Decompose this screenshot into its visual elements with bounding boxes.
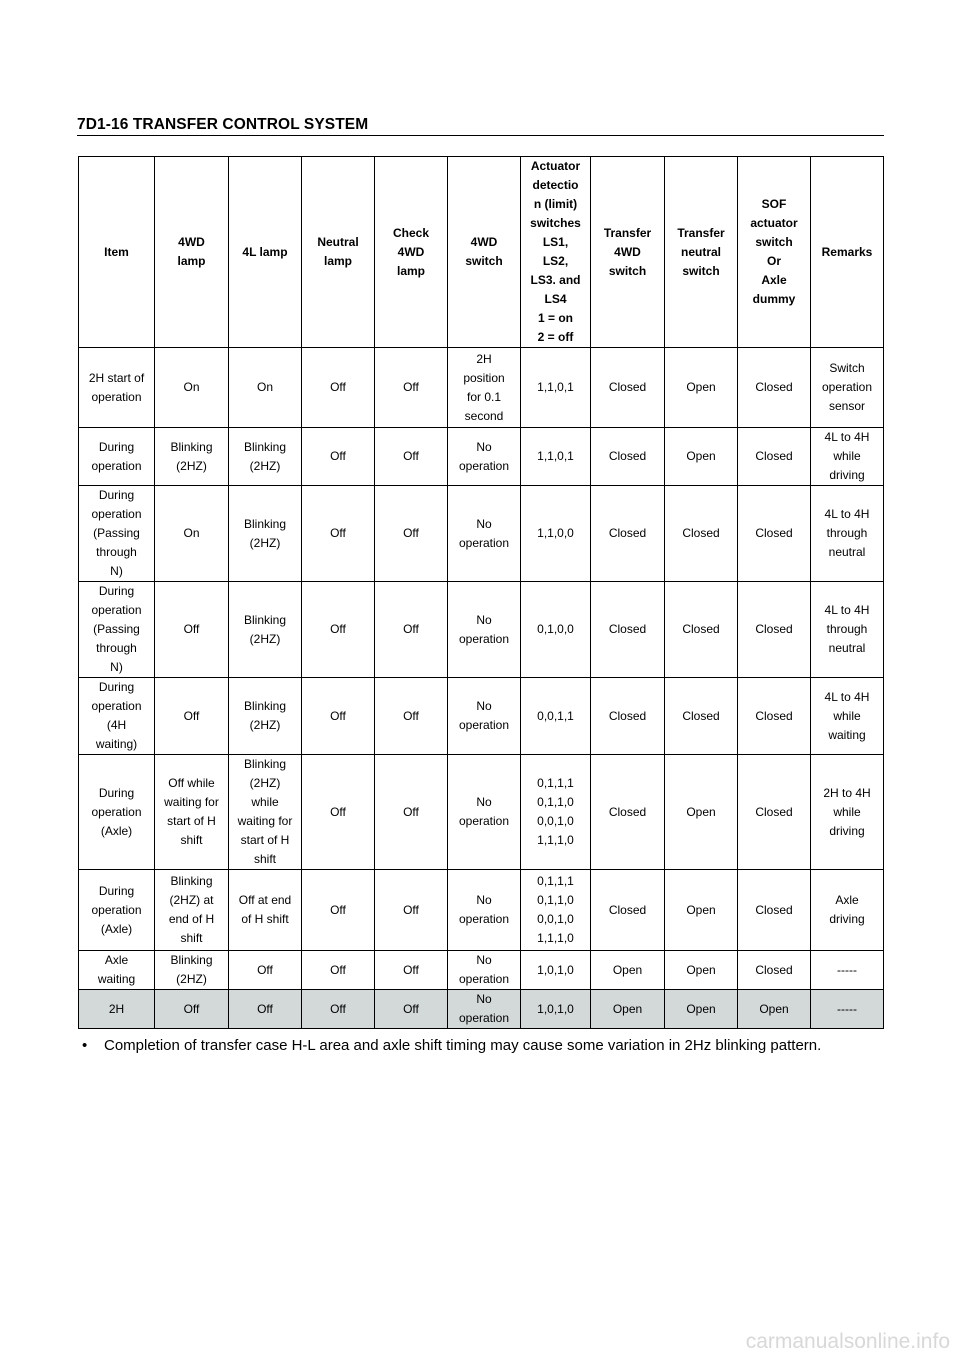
column-header: 4L lamp: [229, 157, 302, 348]
table-cell: Off: [375, 755, 448, 870]
table-cell: During operation (Passing through N): [79, 582, 155, 678]
table-row: [79, 428, 884, 486]
table-cell: No operation: [448, 582, 521, 678]
table-cell: Blinking (2HZ): [155, 428, 229, 486]
table-cell: -----: [811, 990, 884, 1029]
table-cell: Closed: [738, 951, 811, 990]
footnote-text: Completion of transfer case H-L area and axle shift timing may cause some variation in 2Hz blinking pattern.: [104, 1037, 822, 1054]
table-cell: 1,0,1,0: [521, 951, 591, 990]
table-cell: Open: [665, 348, 738, 428]
table-cell: Off: [155, 990, 229, 1029]
table-cell: Off: [302, 990, 375, 1029]
table-cell: 0,0,1,1: [521, 678, 591, 755]
table-cell: Closed: [591, 486, 665, 582]
table-cell: Off: [302, 870, 375, 951]
page-title: 7D1-16 TRANSFER CONTROL SYSTEM: [77, 116, 369, 133]
table-cell: Closed: [738, 755, 811, 870]
table-cell: Off: [302, 486, 375, 582]
table-cell: 1,0,1,0: [521, 990, 591, 1029]
watermark: carmanualsonline.info: [745, 1330, 950, 1353]
table-cell: Off: [302, 755, 375, 870]
table-cell: Closed: [665, 678, 738, 755]
table-cell: 0,1,0,0: [521, 582, 591, 678]
bullet-icon: •: [82, 1037, 88, 1054]
table-cell: Closed: [591, 755, 665, 870]
table-cell: Off: [302, 428, 375, 486]
table-cell: Closed: [665, 582, 738, 678]
table-cell: Closed: [738, 582, 811, 678]
table-cell: 0,1,1,1 0,1,1,0 0,0,1,0 1,1,1,0: [521, 755, 591, 870]
table-cell: Closed: [738, 678, 811, 755]
table-cell: Off: [375, 678, 448, 755]
column-header: Check 4WD lamp: [375, 157, 448, 348]
column-header: SOF actuator switch Or Axle dummy: [738, 157, 811, 348]
table-cell: 1,1,0,0: [521, 486, 591, 582]
table-cell: Off: [375, 486, 448, 582]
column-header: Transfer neutral switch: [665, 157, 738, 348]
table-cell: Closed: [591, 428, 665, 486]
table-cell: Off: [375, 870, 448, 951]
table-cell: During operation (Axle): [79, 755, 155, 870]
table-cell: Off: [155, 678, 229, 755]
table-cell: Off while waiting for start of H shift: [155, 755, 229, 870]
table-cell: Off: [302, 678, 375, 755]
table-cell: 4L to 4H through neutral: [811, 486, 884, 582]
table-cell: Blinking (2HZ): [155, 951, 229, 990]
table-cell: Off: [302, 348, 375, 428]
table-cell: Off: [375, 951, 448, 990]
table-cell: Off: [375, 348, 448, 428]
table-cell: Axle driving: [811, 870, 884, 951]
table-cell: Switch operation sensor: [811, 348, 884, 428]
table-row: [79, 755, 884, 870]
table-cell: 2H to 4H while driving: [811, 755, 884, 870]
table-cell: 4L to 4H while waiting: [811, 678, 884, 755]
table-cell: Off: [302, 582, 375, 678]
table-cell: Closed: [591, 870, 665, 951]
column-header: Remarks: [811, 157, 884, 348]
table-cell: Open: [591, 990, 665, 1029]
table-cell: No operation: [448, 870, 521, 951]
table-cell: Closed: [738, 348, 811, 428]
table-cell: 1,1,0,1: [521, 428, 591, 486]
table-cell: 1,1,0,1: [521, 348, 591, 428]
table-cell: Blinking (2HZ) while waiting for start of H shift: [229, 755, 302, 870]
table-cell: Off: [229, 990, 302, 1029]
table-cell: Closed: [738, 428, 811, 486]
table-cell: Closed: [738, 870, 811, 951]
table-row: [79, 486, 884, 582]
table-cell: During operation (Axle): [79, 870, 155, 951]
table-cell: Open: [665, 990, 738, 1029]
table-cell: Open: [665, 428, 738, 486]
table-cell: During operation: [79, 428, 155, 486]
table-cell: Off: [375, 990, 448, 1029]
table-cell: Closed: [591, 582, 665, 678]
table-cell: Off: [302, 951, 375, 990]
table-body: [79, 348, 884, 1029]
table-cell: No operation: [448, 678, 521, 755]
table-cell: Off: [155, 582, 229, 678]
table-cell: Open: [665, 951, 738, 990]
table-cell: No operation: [448, 951, 521, 990]
transfer-control-table: [78, 156, 884, 1029]
table-cell: Closed: [591, 348, 665, 428]
table-cell: Open: [665, 870, 738, 951]
table-cell: Blinking (2HZ) at end of H shift: [155, 870, 229, 951]
table-cell: 2H position for 0.1 second: [448, 348, 521, 428]
table-cell: Open: [738, 990, 811, 1029]
table-cell: Closed: [738, 486, 811, 582]
table-cell: -----: [811, 951, 884, 990]
table-cell: No operation: [448, 990, 521, 1029]
table-row: [79, 348, 884, 428]
table-cell: No operation: [448, 428, 521, 486]
column-header: Transfer 4WD switch: [591, 157, 665, 348]
table-cell: 0,1,1,1 0,1,1,0 0,0,1,0 1,1,1,0: [521, 870, 591, 951]
table-row: [79, 870, 884, 951]
table-cell: No operation: [448, 755, 521, 870]
table-row: [79, 990, 884, 1029]
column-header: 4WD switch: [448, 157, 521, 348]
column-header: Item: [79, 157, 155, 348]
table-cell: Blinking (2HZ): [229, 428, 302, 486]
footnote: [82, 1037, 821, 1054]
table-cell: 2H start of operation: [79, 348, 155, 428]
table-cell: Open: [591, 951, 665, 990]
table-header-row: [79, 157, 884, 348]
table-cell: During operation (Passing through N): [79, 486, 155, 582]
table-cell: 2H: [79, 990, 155, 1029]
table-cell: Closed: [665, 486, 738, 582]
table-cell: On: [155, 348, 229, 428]
table-cell: 4L to 4H while driving: [811, 428, 884, 486]
column-header: Neutral lamp: [302, 157, 375, 348]
table-cell: Blinking (2HZ): [229, 582, 302, 678]
table-cell: During operation (4H waiting): [79, 678, 155, 755]
table-cell: Open: [665, 755, 738, 870]
table-cell: Blinking (2HZ): [229, 486, 302, 582]
table-cell: Off: [229, 951, 302, 990]
table-row: [79, 582, 884, 678]
table-cell: On: [155, 486, 229, 582]
table-cell: Closed: [591, 678, 665, 755]
table-cell: On: [229, 348, 302, 428]
table-row: [79, 678, 884, 755]
column-header: Actuator detectio n (limit) switches LS1, LS2, LS3. and LS4 1 = on 2 = off: [521, 157, 591, 348]
table-cell: 4L to 4H through neutral: [811, 582, 884, 678]
table-row: [79, 951, 884, 990]
table-cell: Blinking (2HZ): [229, 678, 302, 755]
table-cell: Off: [375, 428, 448, 486]
table-cell: No operation: [448, 486, 521, 582]
table-cell: Off at end of H shift: [229, 870, 302, 951]
column-header: 4WD lamp: [155, 157, 229, 348]
table-cell: Axle waiting: [79, 951, 155, 990]
table-cell: Off: [375, 582, 448, 678]
header-divider: [77, 135, 884, 136]
